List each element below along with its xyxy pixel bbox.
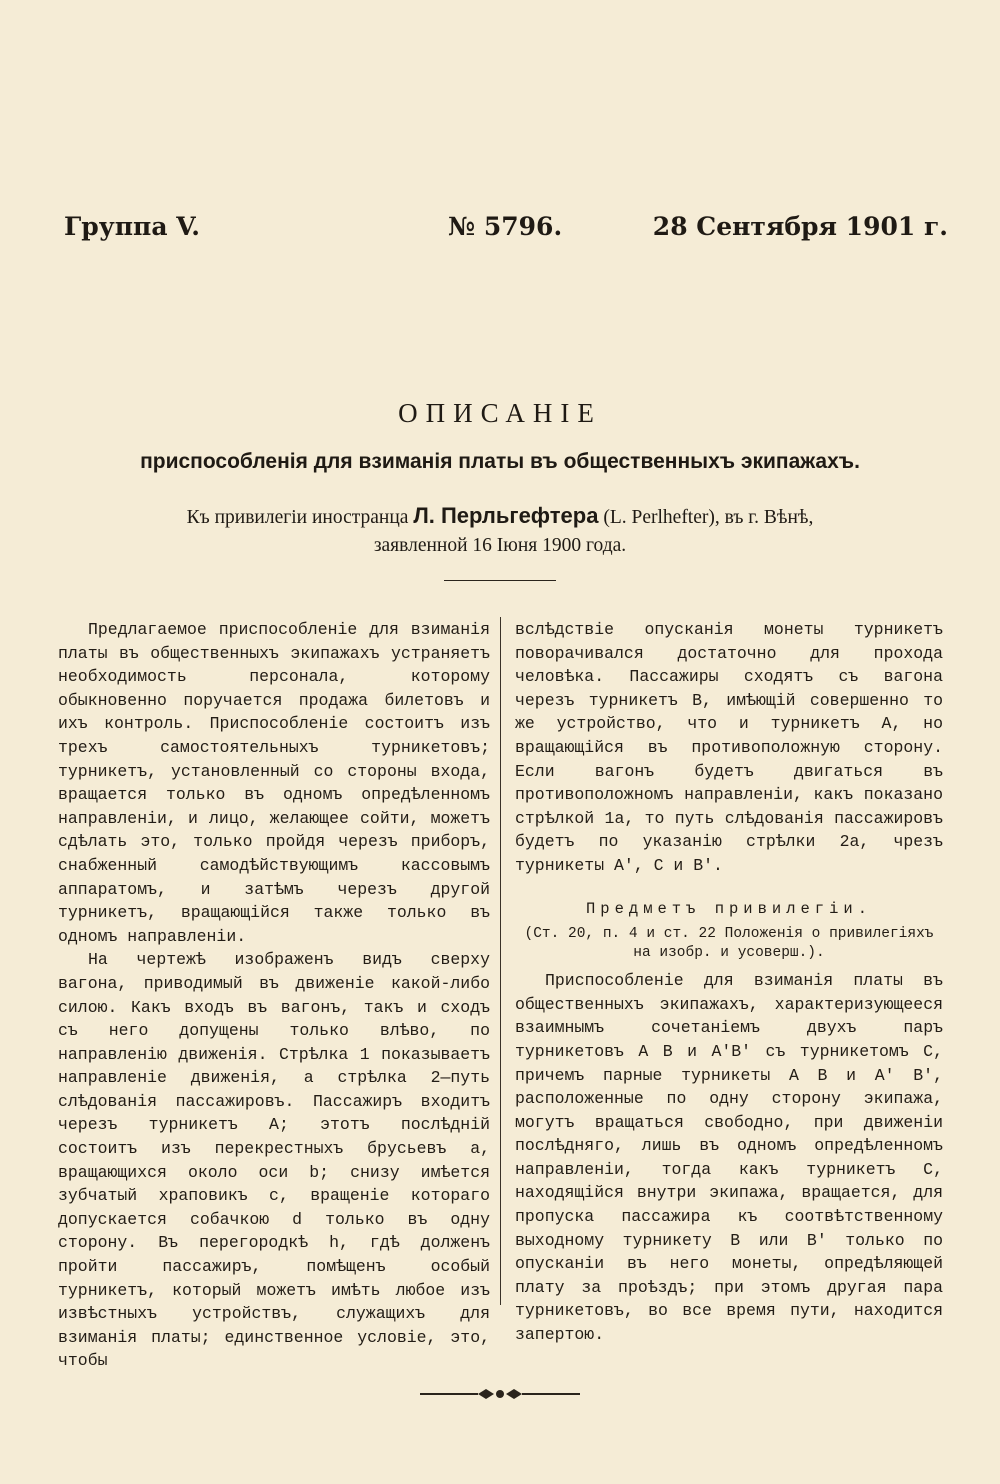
privilege-prefix: Къ привилегіи иностранца — [186, 507, 409, 528]
title-rule — [444, 580, 556, 581]
inventor-latin-name: (L. Perlhefter), въ г. Вѣнѣ, — [603, 507, 814, 528]
left-paragraph-1: Предлагаемое приспособленіе для взиманія платы въ общественныхъ экипажахъ устраняетъ необходимость персонала, которому обыкновенно поручается продажа билетовъ и ихъ контроль. Приспособленіе состоитъ изъ трехъ самостоятельныхъ турникетовъ; турникетъ, установленный со стороны входа, вращается только въ одномъ опредѣленномъ направленіи, и лицо, желающее сойти, можетъ сдѣлать это, только пройдя черезъ приборъ, снабженный самодѣйствующимъ кассовымъ аппаратомъ, и затѣмъ черезъ другой турникетъ, вращающійся также только въ одномъ направленіи. — [58, 620, 490, 946]
column-divider — [500, 617, 501, 1305]
page-title: ОПИСАНІЕ — [398, 398, 602, 428]
right-paragraph-1: вслѣдствіе опусканія монеты турникетъ поворачивался достаточно для прохода человѣка. Пассажиры сходятъ съ вагона черезъ турникетъ B, имѣющій совершенно то же устройство, что и турникетъ A, но вращающійся въ противоположную сторону. Если вагонъ будетъ двигаться въ противоположномъ направленіи, какъ показано стрѣлкой 1a, то путь слѣдованія пассажировъ будетъ по указанію стрѣлки 2a, чрезъ турникеты A′, C и B′. — [515, 620, 943, 875]
page-subtitle: приспособленія для взиманія платы въ общественныхъ экипажахъ. — [140, 450, 860, 473]
section-reference: (Ст. 20, п. 4 и ст. 22 Положенія о привилегіяхъ на изобр. и усоверш.). — [524, 926, 934, 962]
left-paragraph-2: На чертежѣ изображенъ видъ сверху вагона, приводимый въ движеніе какой-либо силою. Какъ входъ въ вагонъ, такъ и сходъ съ него допущены только влѣво, по направленію движенія. Стрѣлка 1 показываетъ направленіе движенія, а стрѣлка 2—путь слѣдованія пассажировъ. Пассажиръ входитъ черезъ турникетъ A; этотъ послѣдній состоитъ изъ перекрестныхъ брусьевъ a, вращающихся около оси b; снизу имѣется зубчатый храповикъ c, вращеніе котораго допускается собачкою d только въ одну сторону. Въ перегородкѣ h, гдѣ долженъ пройти пассажиръ, помѣщенъ особый турникетъ, который можетъ имѣть любое изъ извѣстныхъ устройствъ, служащихъ для взиманія платы; единственное условіе, это, чтобы — [58, 950, 490, 1371]
header-row — [64, 212, 948, 252]
claim-paragraph: Приспособленіе для взиманія платы въ общественныхъ экипажахъ, характеризующееся взаимнымъ сочетаніемъ двухъ паръ турникетовъ A B и A′B′ съ турникетомъ C, причемъ парные турникеты A B и A′ B′, расположенные по одну сторону экипажа, могутъ вращаться свободно, при движеніи послѣдняго, лишь въ одномъ опредѣленномъ направленіи, тогда какъ турникетъ C, находящійся внутри экипажа, вращается, для пропуска пассажира къ соотвѣтственному выходному турникету B или B′ только по опусканіи въ него монеты, опредѣляющей плату за проѣздъ; при этомъ другая пара турникетовъ, во все время пути, находится запертою. — [515, 971, 943, 1345]
privilege-date-line: заявленной 16 Іюня 1900 года. — [373, 535, 627, 556]
left-column — [58, 618, 490, 1373]
group-label: Группа V. — [64, 212, 200, 241]
privilege-line — [0, 503, 1000, 529]
section-title: Предметъ привилегіи. — [585, 899, 873, 918]
right-column — [515, 618, 943, 1347]
patent-number: № 5796. — [448, 212, 563, 241]
patent-date: 28 Сентября 1901 г. — [652, 212, 948, 241]
end-ornament-icon — [420, 1384, 580, 1404]
inventor-name: Л. Перльгефтера — [413, 503, 599, 528]
